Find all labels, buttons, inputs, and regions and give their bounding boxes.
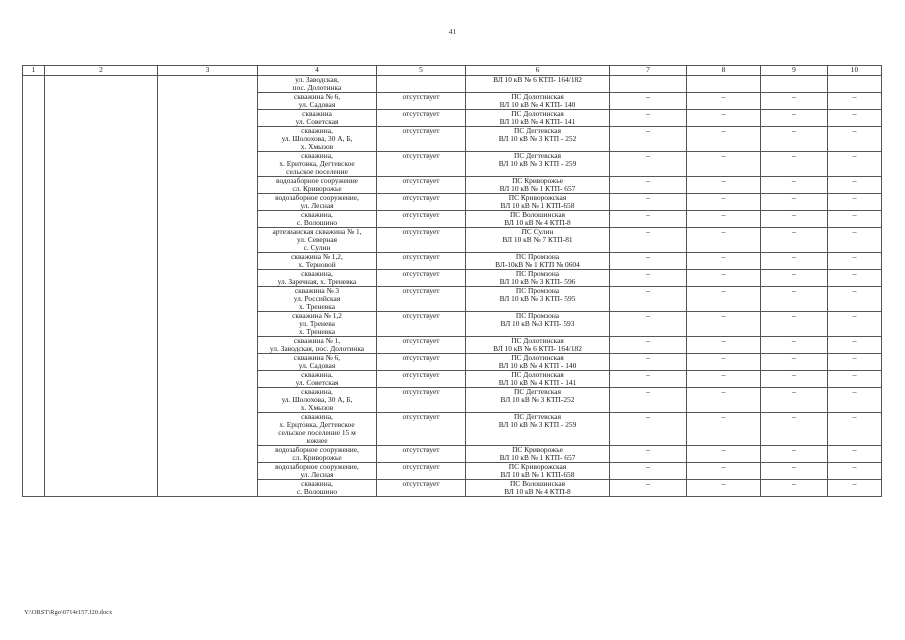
object-line: сельское поселение — [286, 167, 348, 176]
object-line: скважина № 1, — [293, 336, 341, 345]
status-cell: отсутствует — [377, 337, 466, 354]
object-cell — [258, 354, 377, 371]
dash-cell: – — [687, 463, 761, 480]
dash-cell: – — [828, 354, 882, 371]
status-cell: отсутствует — [377, 152, 466, 177]
object-line: скважина, — [301, 151, 333, 160]
object-cell — [258, 110, 377, 127]
dash-cell: – — [687, 110, 761, 127]
dash-cell: – — [828, 287, 882, 312]
object-cell — [258, 194, 377, 211]
header-row — [23, 66, 882, 76]
object-line: ул. Шолохова, 30 А, Б, — [281, 395, 353, 404]
object-line: ул. Лесная — [300, 470, 334, 479]
dash-cell: – — [828, 446, 882, 463]
object-cell — [258, 152, 377, 177]
object-line: ул. Шолохова, 30 А, Б, — [281, 134, 353, 143]
power-source-line: ВЛ 10 кВ № 3 КТП- 595 — [499, 294, 576, 303]
dash-cell: – — [610, 287, 687, 312]
object-cell — [258, 211, 377, 228]
object-line: ул. Заводская, — [295, 75, 339, 84]
power-source-line: ПС Волошинская — [509, 210, 566, 219]
object-line: скважина, — [301, 412, 333, 421]
status-cell: отсутствует — [377, 270, 466, 287]
power-source-line: ВЛ 10 кВ №3 КТП- 593 — [500, 319, 575, 328]
dash-cell: – — [610, 152, 687, 177]
status-cell: отсутствует — [377, 211, 466, 228]
dash-cell: – — [687, 337, 761, 354]
power-source-line: ВЛ 10 кВ № 6 КТП- 164/182 — [493, 75, 582, 84]
object-line: артезианская скважина № 1, — [272, 227, 362, 236]
power-source-line: ВЛ 10 кВ № 4 КТП- 140 — [499, 100, 576, 109]
dash-cell: – — [761, 371, 828, 388]
status-cell: отсутствует — [377, 354, 466, 371]
dash-cell: – — [687, 127, 761, 152]
object-line: сл. Криворожье — [292, 453, 342, 462]
status-cell: отсутствует — [377, 446, 466, 463]
file-path-footer: Y:\ORST\Rgo\0714r157.f20.docx — [24, 609, 113, 616]
object-line: х. Терновой — [298, 260, 336, 269]
power-source-cell — [466, 312, 610, 337]
dash-cell: – — [761, 287, 828, 312]
power-source-line: ПС Криворожье — [512, 445, 563, 454]
power-source-cell — [466, 177, 610, 194]
dash-cell: – — [687, 312, 761, 337]
power-source-cell — [466, 194, 610, 211]
dash-cell: – — [687, 177, 761, 194]
power-source-line: ПС Дегтевская — [514, 412, 561, 421]
power-source-line: ВЛ 10 кВ № 3 КТП- 596 — [499, 277, 576, 286]
power-source-line: ВЛ 10 кВ № 3 КТП - 259 — [498, 420, 577, 429]
power-source-cell — [466, 270, 610, 287]
object-line: водозаборное сооружение, — [275, 193, 359, 202]
dash-cell: – — [761, 480, 828, 497]
power-source-cell — [466, 127, 610, 152]
object-cell — [258, 480, 377, 497]
dash-cell: – — [828, 480, 882, 497]
object-line: скважина, — [301, 210, 333, 219]
object-cell — [258, 287, 377, 312]
power-source-line: ВЛ 10 кВ № 7 КТП-81 — [502, 235, 573, 244]
power-source-cell — [466, 152, 610, 177]
status-cell: отсутствует — [377, 177, 466, 194]
power-source-line: ВЛ 10 кВ № 4 КТП- 141 — [499, 117, 576, 126]
object-cell — [258, 413, 377, 446]
column-header-7: 7 — [610, 66, 687, 76]
dash-cell: – — [828, 211, 882, 228]
status-cell: отсутствует — [377, 312, 466, 337]
power-source-line: ПС Дегтевская — [514, 387, 561, 396]
dash-cell: – — [828, 127, 882, 152]
object-cell — [258, 337, 377, 354]
dash-cell: – — [761, 93, 828, 110]
dash-cell: – — [687, 211, 761, 228]
dash-cell: – — [610, 413, 687, 446]
column-header-1: 1 — [23, 66, 45, 76]
empty-cell-c2 — [45, 76, 158, 497]
dash-cell: – — [610, 270, 687, 287]
dash-cell — [687, 76, 761, 93]
power-source-line: ПС Долотинская — [511, 336, 564, 345]
object-line: скважина № 3 — [294, 286, 340, 295]
power-source-cell — [466, 287, 610, 312]
dash-cell: – — [761, 270, 828, 287]
dash-cell: – — [761, 152, 828, 177]
power-source-line: ПС Промзона — [515, 286, 560, 295]
status-cell: отсутствует — [377, 388, 466, 413]
object-line: скважина № 1,2 — [292, 311, 342, 320]
object-line: скважина № 6, — [293, 92, 341, 101]
status-cell: отсутствует — [377, 194, 466, 211]
object-line: ул. Советская — [295, 378, 339, 387]
dash-cell: – — [687, 270, 761, 287]
power-source-line: ВЛ 10 кВ № 3 КТП - 259 — [498, 159, 577, 168]
dash-cell: – — [687, 388, 761, 413]
empty-cell-c1 — [23, 76, 45, 497]
page-number: 41 — [448, 27, 457, 36]
status-cell — [377, 76, 466, 93]
dash-cell: – — [761, 413, 828, 446]
power-source-cell — [466, 76, 610, 93]
dash-cell: – — [828, 152, 882, 177]
object-line: скважина, — [301, 387, 333, 396]
dash-cell: – — [761, 463, 828, 480]
dash-cell: – — [828, 228, 882, 253]
column-header-3: 3 — [158, 66, 258, 76]
power-source-line: ВЛ 10 кВ № 3 КТП - 252 — [498, 134, 577, 143]
status-cell: отсутствует — [377, 413, 466, 446]
dash-cell: – — [828, 312, 882, 337]
object-line: скважина, — [301, 479, 333, 488]
dash-cell: – — [761, 110, 828, 127]
dash-cell: – — [687, 253, 761, 270]
power-source-cell — [466, 371, 610, 388]
power-source-cell — [466, 337, 610, 354]
status-cell: отсутствует — [377, 93, 466, 110]
power-source-line: ВЛ 10 кВ № 6 КТП- 164/182 — [493, 344, 582, 353]
object-line: сл. Криворожье — [292, 184, 342, 193]
object-line: с. Сулин — [303, 243, 331, 252]
dash-cell: – — [761, 388, 828, 413]
power-source-line: ПС Дегтевская — [514, 151, 561, 160]
power-source-line: ПС Криворожская — [508, 462, 567, 471]
object-cell — [258, 93, 377, 110]
dash-cell — [761, 76, 828, 93]
object-line: х. Ернтовка, Дегтевское — [279, 159, 355, 168]
dash-cell: – — [828, 463, 882, 480]
dash-cell: – — [761, 194, 828, 211]
object-line: водозаборное сооружение, — [275, 462, 359, 471]
object-line: ул. Российская — [293, 294, 341, 303]
power-source-line: ПС Сулин — [521, 227, 554, 236]
dash-cell: – — [761, 228, 828, 253]
object-line: скважина, — [301, 269, 333, 278]
column-header-4: 4 — [258, 66, 377, 76]
status-cell: отсутствует — [377, 371, 466, 388]
dash-cell: – — [761, 354, 828, 371]
object-line: ул. Садовая — [298, 361, 336, 370]
power-source-cell — [466, 228, 610, 253]
dash-cell: – — [610, 110, 687, 127]
power-source-cell — [466, 446, 610, 463]
dash-cell: – — [761, 253, 828, 270]
object-cell — [258, 177, 377, 194]
status-cell: отсутствует — [377, 127, 466, 152]
column-header-5: 5 — [377, 66, 466, 76]
object-line: сельское поселение 15 м — [278, 428, 356, 437]
dash-cell: – — [761, 211, 828, 228]
dash-cell: – — [828, 270, 882, 287]
object-line: ул. Тренева — [299, 319, 335, 328]
object-cell — [258, 270, 377, 287]
column-header-6: 6 — [466, 66, 610, 76]
dash-cell: – — [687, 446, 761, 463]
dash-cell: – — [828, 371, 882, 388]
power-source-line: ПС Долотинская — [511, 370, 564, 379]
power-source-cell — [466, 388, 610, 413]
dash-cell: – — [610, 446, 687, 463]
dash-cell: – — [610, 93, 687, 110]
power-source-line: ПС Криворожье — [512, 176, 563, 185]
object-line: х. Хмызов — [300, 403, 334, 412]
object-cell — [258, 76, 377, 93]
object-line: водозаборное сооружение, — [275, 445, 359, 454]
dash-cell: – — [687, 287, 761, 312]
dash-cell: – — [610, 480, 687, 497]
dash-cell: – — [761, 127, 828, 152]
empty-cell-c3 — [158, 76, 258, 497]
object-line: скважина, — [301, 370, 333, 379]
status-cell: отсутствует — [377, 253, 466, 270]
power-source-cell — [466, 253, 610, 270]
dash-cell: – — [687, 371, 761, 388]
dash-cell: – — [610, 388, 687, 413]
status-cell: отсутствует — [377, 287, 466, 312]
object-line: скважина, — [301, 126, 333, 135]
dash-cell: – — [687, 480, 761, 497]
object-line: ул. Лесная — [300, 201, 334, 210]
status-cell: отсутствует — [377, 110, 466, 127]
dash-cell: – — [610, 463, 687, 480]
object-line: водозаборное сооружение — [276, 176, 358, 185]
power-source-cell — [466, 211, 610, 228]
power-source-cell — [466, 413, 610, 446]
object-cell — [258, 463, 377, 480]
power-source-line: ПС Волошинская — [509, 479, 566, 488]
power-source-line: ВЛ 10 кВ № 1 КТП- 657 — [499, 184, 576, 193]
dash-cell: – — [828, 110, 882, 127]
dash-cell: – — [610, 228, 687, 253]
object-line: скважина № 1,2, — [291, 252, 343, 261]
dash-cell: – — [828, 253, 882, 270]
dash-cell: – — [687, 354, 761, 371]
power-source-line: ПС Долотинская — [511, 353, 564, 362]
object-cell — [258, 388, 377, 413]
power-source-line: ВЛ 10 кВ № 1 КТП- 657 — [499, 453, 576, 462]
power-source-cell — [466, 480, 610, 497]
power-source-cell — [466, 463, 610, 480]
power-source-line: ВЛ 10 кВ № 4 КТП-8 — [504, 218, 571, 227]
power-source-line: ПС Криворожская — [508, 193, 567, 202]
power-source-cell — [466, 354, 610, 371]
dash-cell: – — [610, 177, 687, 194]
power-source-line: ВЛ 10 кВ № 4 КТП - 140 — [498, 361, 577, 370]
dash-cell: – — [828, 194, 882, 211]
dash-cell: – — [687, 413, 761, 446]
dash-cell: – — [828, 93, 882, 110]
dash-cell: – — [610, 194, 687, 211]
dash-cell: – — [687, 152, 761, 177]
object-line: с. Волошино — [296, 218, 338, 227]
power-source-line: ВЛ 10 кВ № 4 КТП - 141 — [498, 378, 577, 387]
object-line: х. Треневка — [298, 327, 336, 336]
dash-cell: – — [610, 337, 687, 354]
power-source-line: ВЛ-10кВ № 1 КТП № 0604 — [495, 260, 580, 269]
power-source-cell — [466, 110, 610, 127]
object-line: ул. Советская — [295, 117, 339, 126]
object-line: южнее — [306, 436, 328, 445]
dash-cell: – — [828, 177, 882, 194]
column-header-8: 8 — [687, 66, 761, 76]
object-cell — [258, 371, 377, 388]
dash-cell — [610, 76, 687, 93]
object-line: х. Хмызов — [300, 142, 334, 151]
power-source-line: ПС Промзона — [515, 311, 560, 320]
dash-cell: – — [828, 388, 882, 413]
power-source-line: ПС Долотинская — [511, 92, 564, 101]
table-body — [23, 76, 882, 497]
object-line: скважина № 6, — [293, 353, 341, 362]
power-source-line: ПС Промзона — [515, 252, 560, 261]
status-cell: отсутствует — [377, 228, 466, 253]
object-line: ул. Садовая — [298, 100, 336, 109]
dash-cell: – — [761, 312, 828, 337]
dash-cell: – — [610, 127, 687, 152]
object-line: х. Треневка — [298, 302, 336, 311]
status-cell: отсутствует — [377, 480, 466, 497]
dash-cell — [828, 76, 882, 93]
dash-cell: – — [761, 177, 828, 194]
dash-cell: – — [761, 446, 828, 463]
power-source-line: ВЛ 10 кВ № 3 КТП-252 — [500, 395, 575, 404]
object-line: ул. Северная — [296, 235, 338, 244]
object-line: пос. Долотинка — [292, 83, 342, 92]
power-source-cell — [466, 93, 610, 110]
object-line: ул. Заводская, пос. Долотинка — [269, 344, 365, 353]
object-cell — [258, 253, 377, 270]
status-cell: отсутствует — [377, 463, 466, 480]
dash-cell: – — [828, 413, 882, 446]
power-source-line: ПС Долотинская — [511, 109, 564, 118]
power-source-line: ВЛ 10 кВ № 1 КТП-658 — [500, 470, 575, 479]
power-source-line: ПС Промзона — [515, 269, 560, 278]
object-line: ул. Заречная, х. Треневка — [277, 277, 357, 286]
dash-cell: – — [610, 354, 687, 371]
column-header-2: 2 — [45, 66, 158, 76]
dash-cell: – — [687, 194, 761, 211]
object-cell — [258, 446, 377, 463]
dash-cell: – — [610, 371, 687, 388]
column-header-9: 9 — [761, 66, 828, 76]
column-header-10: 10 — [828, 66, 882, 76]
dash-cell: – — [761, 337, 828, 354]
dash-cell: – — [687, 93, 761, 110]
power-source-line: ВЛ 10 кВ № 1 КТП-658 — [500, 201, 575, 210]
power-source-line: ВЛ 10 кВ № 4 КТП-8 — [504, 487, 571, 496]
dash-cell: – — [828, 337, 882, 354]
dash-cell: – — [687, 228, 761, 253]
dash-cell: – — [610, 211, 687, 228]
dash-cell: – — [610, 312, 687, 337]
object-cell — [258, 228, 377, 253]
dash-cell: – — [610, 253, 687, 270]
object-line: с. Волошино — [296, 487, 338, 496]
object-line: х. Ерцтовка, Дегтевское — [279, 420, 355, 429]
power-source-line: ПС Дегтевская — [514, 126, 561, 135]
object-cell — [258, 312, 377, 337]
object-line: скважина — [302, 109, 332, 118]
object-cell — [258, 127, 377, 152]
data-table — [22, 65, 882, 497]
table-row — [23, 76, 882, 93]
